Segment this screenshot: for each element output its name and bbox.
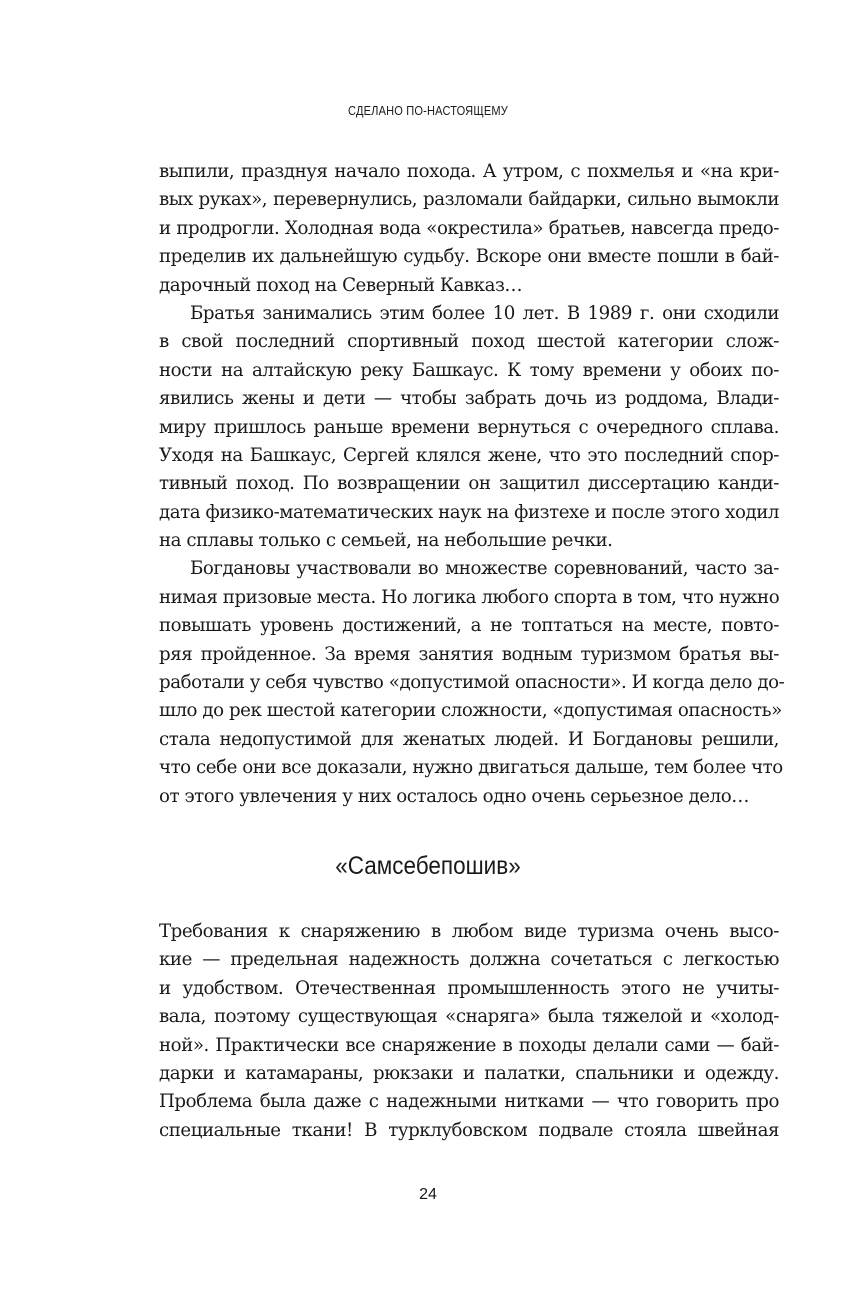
body-text-after-heading — [159, 918, 779, 1145]
text-line: вала, поэтому существующая «снаряга» была тяжелой и «холод- — [159, 1006, 779, 1028]
text-line: стала недопустимой для женатых людей. И Богдановы решили, — [159, 728, 779, 750]
text-line: и продрогли. Холодная вода «окрестила» братьев, навсегда предо- — [159, 217, 779, 239]
text-line: дарочный поход на Северный Кавказ… — [159, 274, 523, 296]
text-line: и удобством. Отечественная промышленность этого не учиты- — [159, 977, 779, 999]
text-line: в свой последний спортивный поход шестой категории слож- — [159, 331, 779, 353]
text-line: шло до рек шестой категории сложности, «допустимая опасность» — [159, 700, 782, 722]
text-line: дарки и катамараны, рюкзаки и палатки, спальники и одежду. — [159, 1062, 779, 1084]
text-line: Уходя на Башкаус, Сергей клялся жене, что это последний спор- — [159, 444, 779, 466]
text-line: Требования к снаряжению в любом виде туризма очень высо- — [159, 921, 779, 942]
text-line: Проблема была даже с надежными нитками — что говорить про — [159, 1091, 779, 1113]
text-line: выпили, празднуя начало похода. А утром, с похмелья и «на кри- — [159, 161, 779, 182]
text-line: тивный поход. По возвращении он защитил диссертацию канди- — [159, 473, 779, 495]
running-head: СДЕЛАНО ПО-НАСТОЯЩЕМУ — [348, 103, 508, 118]
text-line: Братья занимались этим более 10 лет. В 1989 г. они сходили — [190, 302, 779, 324]
text-line: повышать уровень достижений, а не топтаться на месте, повто- — [159, 615, 779, 637]
text-line: специальные ткани! В турклубовском подвале стояла швейная — [159, 1119, 779, 1141]
body-text-before-heading — [159, 158, 785, 811]
text-line: ной». Практически все снаряжение в походы делали сами — бай- — [159, 1034, 779, 1056]
text-line: вых руках», перевернулись, разломали байдарки, сильно вымокли — [159, 189, 779, 211]
text-line: ряя пройденное. За время занятия водным туризмом братья вы- — [159, 643, 779, 665]
page-number: 24 — [419, 1186, 437, 1203]
text-line: кие — предельная надежность должна сочетаться с легкостью — [159, 949, 779, 971]
text-line: пределив их дальнейшую судьбу. Вскоре они вместе пошли в бай- — [159, 246, 779, 268]
text-line: нимая призовые места. Но логика любого спорта в том, что нужно — [159, 586, 780, 608]
text-line: дата физико-математических наук на физтехе и после этого ходил — [159, 501, 779, 523]
text-line: на сплавы только с семьей, на небольшие речки. — [159, 530, 613, 552]
text-line: Богдановы участвовали во множестве соревнований, часто за- — [190, 558, 779, 580]
text-line: явились жены и дети — чтобы забрать дочь из роддома, Влади- — [159, 388, 779, 410]
text-line: миру пришлось раньше времени вернуться с очередного сплава. — [159, 416, 779, 438]
section-heading: «Самсебепошив» — [335, 852, 521, 880]
text-line: от этого увлечения у них осталось одно очень серьезное дело… — [159, 785, 749, 807]
text-line: ности на алтайскую реку Башкаус. К тому времени у обоих по- — [159, 359, 779, 381]
text-line: что себе они все доказали, нужно двигаться дальше, тем более что — [159, 757, 783, 779]
text-line: работали у себя чувство «допустимой опасности». И когда дело до- — [159, 672, 785, 694]
